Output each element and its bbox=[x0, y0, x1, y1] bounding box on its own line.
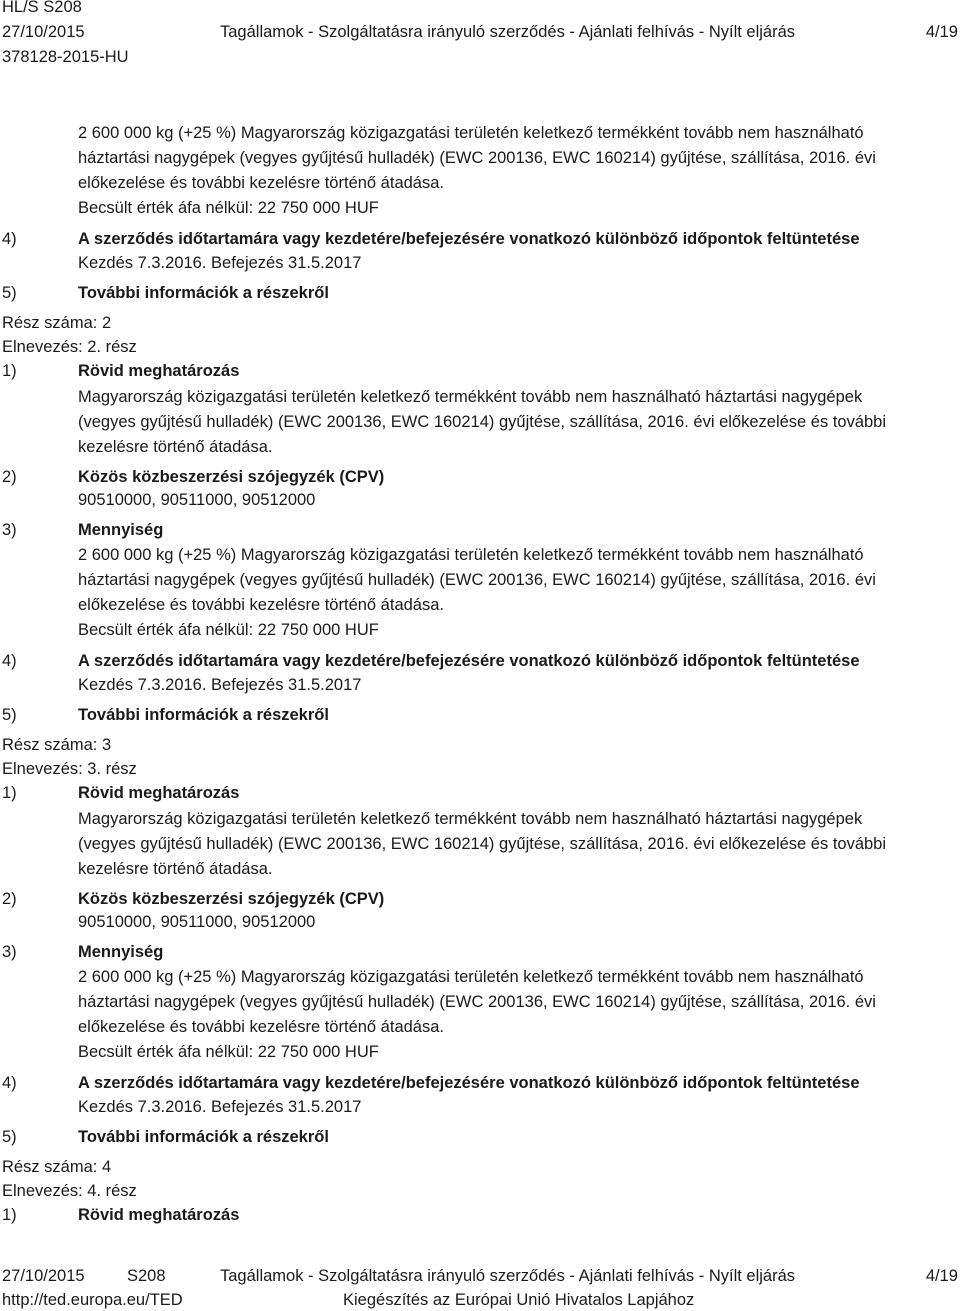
cpv-codes: 90510000, 90511000, 90512000 bbox=[78, 913, 316, 931]
further-info-heading: További információk a részekről bbox=[78, 706, 329, 724]
section-number: 2) bbox=[2, 890, 17, 908]
footer-url: http://ted.europa.eu/TED bbox=[2, 1291, 183, 1309]
quantity-text: 2 600 000 kg (+25 %) Magyarország közigazgatási területén keletkező termékként tovább nem használható bbox=[78, 968, 864, 986]
short-description-heading: Rövid meghatározás bbox=[78, 784, 240, 802]
footer-series: S208 bbox=[127, 1267, 166, 1285]
section-number: 4) bbox=[2, 230, 17, 248]
section-number: 4) bbox=[2, 1074, 17, 1092]
header-title: Tagállamok - Szolgáltatásra irányuló szerződés - Ajánlati felhívás - Nyílt eljárás bbox=[220, 23, 796, 41]
short-description-text: kezelésre történő átadása. bbox=[78, 860, 273, 878]
cpv-heading: Közös közbeszerzési szójegyzék (CPV) bbox=[78, 890, 385, 908]
quantity-text: háztartási nagygépek (vegyes gyűjtésű hulladék) (EWC 200136, EWC 160214) gyűjtése, szállítása, 2016. évi bbox=[78, 149, 876, 167]
short-description-heading: Rövid meghatározás bbox=[78, 1206, 240, 1224]
footer-date: 27/10/2015 bbox=[2, 1267, 85, 1285]
quantity-text: előkezelése és további kezelésre történő átadása. bbox=[78, 174, 444, 192]
section-number: 5) bbox=[2, 1128, 17, 1146]
short-description-heading: Rövid meghatározás bbox=[78, 362, 240, 380]
header-page-number: 4/19 bbox=[925, 23, 958, 41]
estimated-value: Becsült érték áfa nélkül: 22 750 000 HUF bbox=[78, 199, 379, 217]
lot-name: Elnevezés: 2. rész bbox=[2, 338, 137, 356]
duration-value: Kezdés 7.3.2016. Befejezés 31.5.2017 bbox=[78, 1098, 362, 1116]
short-description-text: kezelésre történő átadása. bbox=[78, 438, 273, 456]
short-description-text: Magyarország közigazgatási területén keletkező termékként tovább nem használható háztartási nagygépek bbox=[78, 810, 863, 828]
duration-heading: A szerződés időtartamára vagy kezdetére/befejezésére vonatkozó különböző időpontok feltüntetése bbox=[78, 1074, 860, 1092]
quantity-text: háztartási nagygépek (vegyes gyűjtésű hulladék) (EWC 200136, EWC 160214) gyűjtése, szállítása, 2016. évi bbox=[78, 571, 876, 589]
section-number: 2) bbox=[2, 468, 17, 486]
section-number: 5) bbox=[2, 284, 17, 302]
quantity-text: előkezelése és további kezelésre történő átadása. bbox=[78, 596, 444, 614]
estimated-value: Becsült érték áfa nélkül: 22 750 000 HUF bbox=[78, 621, 379, 639]
duration-value: Kezdés 7.3.2016. Befejezés 31.5.2017 bbox=[78, 254, 362, 272]
lot-name: Elnevezés: 4. rész bbox=[2, 1182, 137, 1200]
quantity-text: 2 600 000 kg (+25 %) Magyarország közigazgatási területén keletkező termékként tovább nem használható bbox=[78, 546, 864, 564]
section-number: 3) bbox=[2, 943, 17, 961]
footer-title: Tagállamok - Szolgáltatásra irányuló szerződés - Ajánlati felhívás - Nyílt eljárás bbox=[220, 1267, 796, 1285]
quantity-heading: Mennyiség bbox=[78, 943, 164, 961]
duration-heading: A szerződés időtartamára vagy kezdetére/befejezésére vonatkozó különböző időpontok feltüntetése bbox=[78, 230, 860, 248]
quantity-text: előkezelése és további kezelésre történő átadása. bbox=[78, 1018, 444, 1036]
header-series: HL/S S208 bbox=[2, 0, 82, 16]
duration-heading: A szerződés időtartamára vagy kezdetére/befejezésére vonatkozó különböző időpontok feltüntetése bbox=[78, 652, 860, 670]
section-number: 1) bbox=[2, 784, 17, 802]
section-number: 1) bbox=[2, 1206, 17, 1224]
duration-value: Kezdés 7.3.2016. Befejezés 31.5.2017 bbox=[78, 676, 362, 694]
section-number: 5) bbox=[2, 706, 17, 724]
lot-number: Rész száma: 4 bbox=[2, 1158, 112, 1176]
further-info-heading: További információk a részekről bbox=[78, 1128, 329, 1146]
quantity-text: 2 600 000 kg (+25 %) Magyarország közigazgatási területén keletkező termékként tovább nem használható bbox=[78, 124, 864, 142]
short-description-text: Magyarország közigazgatási területén keletkező termékként tovább nem használható háztartási nagygépek bbox=[78, 388, 863, 406]
footer-supplement: Kiegészítés az Európai Unió Hivatalos Lapjához bbox=[343, 1291, 695, 1309]
short-description-text: (vegyes gyűjtésű hulladék) (EWC 200136, EWC 160214) gyűjtése, szállítása, 2016. évi előkezelése és további bbox=[78, 413, 887, 431]
lot-name: Elnevezés: 3. rész bbox=[2, 760, 137, 778]
cpv-heading: Közös közbeszerzési szójegyzék (CPV) bbox=[78, 468, 385, 486]
section-number: 4) bbox=[2, 652, 17, 670]
cpv-codes: 90510000, 90511000, 90512000 bbox=[78, 491, 316, 509]
short-description-text: (vegyes gyűjtésű hulladék) (EWC 200136, EWC 160214) gyűjtése, szállítása, 2016. évi előkezelése és további bbox=[78, 835, 887, 853]
lot-number: Rész száma: 2 bbox=[2, 314, 112, 332]
quantity-text: háztartási nagygépek (vegyes gyűjtésű hulladék) (EWC 200136, EWC 160214) gyűjtése, szállítása, 2016. évi bbox=[78, 993, 876, 1011]
lot-number: Rész száma: 3 bbox=[2, 736, 112, 754]
further-info-heading: További információk a részekről bbox=[78, 284, 329, 302]
section-number: 3) bbox=[2, 521, 17, 539]
header-reference: 378128-2015-HU bbox=[2, 48, 129, 66]
section-number: 1) bbox=[2, 362, 17, 380]
footer-page-number: 4/19 bbox=[925, 1267, 958, 1285]
estimated-value: Becsült érték áfa nélkül: 22 750 000 HUF bbox=[78, 1043, 379, 1061]
header-date: 27/10/2015 bbox=[2, 23, 85, 41]
quantity-heading: Mennyiség bbox=[78, 521, 164, 539]
